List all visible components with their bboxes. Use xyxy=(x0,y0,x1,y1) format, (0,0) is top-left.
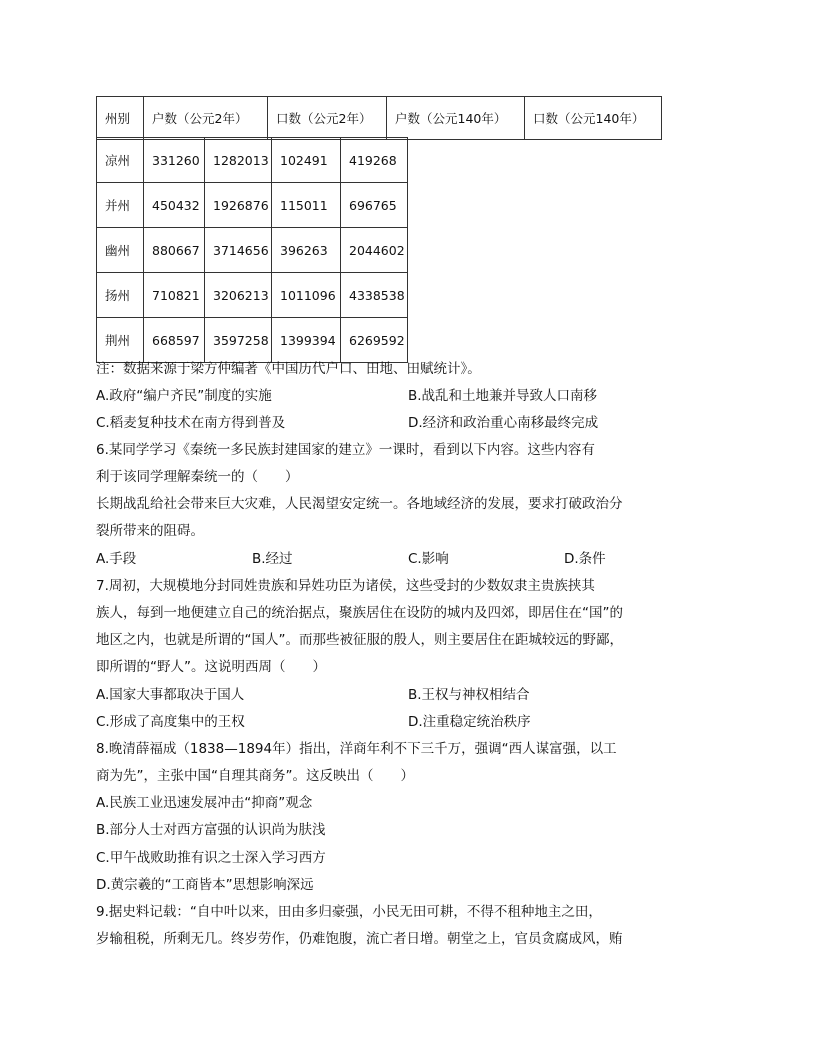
population-table-header xyxy=(96,96,662,140)
q7-option-d: D.注重稳定统治秩序 xyxy=(408,714,531,730)
table-cell: 扬州 xyxy=(97,273,144,318)
table-header-row xyxy=(97,97,662,140)
q7-stem-line-2: 族人，每到一地便建立自己的统治据点，聚族居住在设防的城内及四郊，即居住在“国”的 xyxy=(96,605,623,621)
table-cell: 331260 xyxy=(144,138,205,183)
q9-stem-line-1: 9.据史料记载：“自中叶以来，田由多归豪强，小民无田可耕，不得不租种地主之田， xyxy=(96,904,602,920)
table-cell: 3714656 xyxy=(205,228,272,273)
q6-stem-line-1: 6.某同学学习《秦统一多民族封建国家的建立》一课时，看到以下内容。这些内容有 xyxy=(96,442,595,458)
table-cell: 710821 xyxy=(144,273,205,318)
table-cell: 幽州 xyxy=(97,228,144,273)
q7-option-a: A.国家大事都取决于国人 xyxy=(96,687,245,703)
table-cell: 并州 xyxy=(97,183,144,228)
q6-option-c: C.影响 xyxy=(408,551,449,567)
table-cell: 115011 xyxy=(272,183,341,228)
q6-option-d: D.条件 xyxy=(564,551,606,567)
q6-option-b: B.经过 xyxy=(252,551,293,567)
q5-option-b: B.战乱和土地兼并导致人口南移 xyxy=(408,388,598,404)
table-cell: 2044602 xyxy=(341,228,408,273)
table-header-cell: 户数（公元2年） xyxy=(144,97,268,140)
table-cell: 102491 xyxy=(272,138,341,183)
table-cell: 396263 xyxy=(272,228,341,273)
table-cell: 凉州 xyxy=(97,138,144,183)
table-source-note: 注：数据来源于梁方仲编著《中国历代户口、田地、田赋统计》。 xyxy=(96,361,481,377)
table-cell: 1399394 xyxy=(272,318,341,363)
table-cell: 6269592 xyxy=(341,318,408,363)
q7-option-b: B.王权与神权相结合 xyxy=(408,687,530,703)
q6-material-line-1: 长期战乱给社会带来巨大灾难，人民渴望安定统一。各地域经济的发展，要求打破政治分 xyxy=(96,496,623,512)
table-header-cell: 口数（公元2年） xyxy=(268,97,387,140)
q8-stem-line-2: 商为先”，主张中国“自理其商务”。这反映出（ ） xyxy=(96,768,414,784)
table-cell: 3597258 xyxy=(205,318,272,363)
q9-stem-line-2: 岁输租税，所剩无几。终岁劳作，仍难饱腹，流亡者日增。朝堂之上，官员贪腐成风，贿 xyxy=(96,931,623,947)
q6-material-line-2: 裂所带来的阻碍。 xyxy=(96,523,204,539)
table-row xyxy=(97,273,408,318)
q5-option-c: C.稻麦复种技术在南方得到普及 xyxy=(96,415,286,431)
q8-option-a: A.民族工业迅速发展冲击“抑商”观念 xyxy=(96,795,313,811)
table-cell: 4338538 xyxy=(341,273,408,318)
table-cell: 668597 xyxy=(144,318,205,363)
table-cell: 荆州 xyxy=(97,318,144,363)
table-cell: 1282013 xyxy=(205,138,272,183)
q7-option-c: C.形成了高度集中的王权 xyxy=(96,714,245,730)
table-cell: 696765 xyxy=(341,183,408,228)
table-header-cell: 口数（公元140年） xyxy=(525,97,662,140)
table-row xyxy=(97,138,408,183)
table-header-cell: 州别 xyxy=(97,97,144,140)
table-row xyxy=(97,183,408,228)
table-cell: 880667 xyxy=(144,228,205,273)
q6-stem-line-2: 利于该同学理解秦统一的（ ） xyxy=(96,469,299,485)
q8-option-c: C.甲午战败助推有识之士深入学习西方 xyxy=(96,850,326,866)
table-cell: 1926876 xyxy=(205,183,272,228)
table-cell: 1011096 xyxy=(272,273,341,318)
q5-option-d: D.经济和政治重心南移最终完成 xyxy=(408,415,599,431)
q6-option-a: A.手段 xyxy=(96,551,137,567)
q8-option-b: B.部分人士对西方富强的认识尚为肤浅 xyxy=(96,822,326,838)
q7-stem-line-4: 即所谓的“野人”。这说明西周（ ） xyxy=(96,659,326,675)
q7-stem-line-1: 7.周初，大规模地分封同姓贵族和异姓功臣为诸侯，这些受封的少数奴隶主贵族挟其 xyxy=(96,578,595,594)
table-row xyxy=(97,318,408,363)
table-row xyxy=(97,228,408,273)
q7-stem-line-3: 地区之内，也就是所谓的“国人”。而那些被征服的殷人，则主要居住在距城较远的野鄙， xyxy=(96,632,623,648)
table-header-cell: 户数（公元140年） xyxy=(387,97,525,140)
q5-option-a: A.政府“编户齐民”制度的实施 xyxy=(96,388,272,404)
table-cell: 450432 xyxy=(144,183,205,228)
population-table-body xyxy=(96,137,408,363)
q8-option-d: D.黄宗羲的“工商皆本”思想影响深远 xyxy=(96,877,314,893)
table-cell: 419268 xyxy=(341,138,408,183)
table-cell: 3206213 xyxy=(205,273,272,318)
q8-stem-line-1: 8.晚清薛福成（1838—1894年）指出，洋商年利不下三千万，强调“西人谋富强，以工 xyxy=(96,741,617,757)
